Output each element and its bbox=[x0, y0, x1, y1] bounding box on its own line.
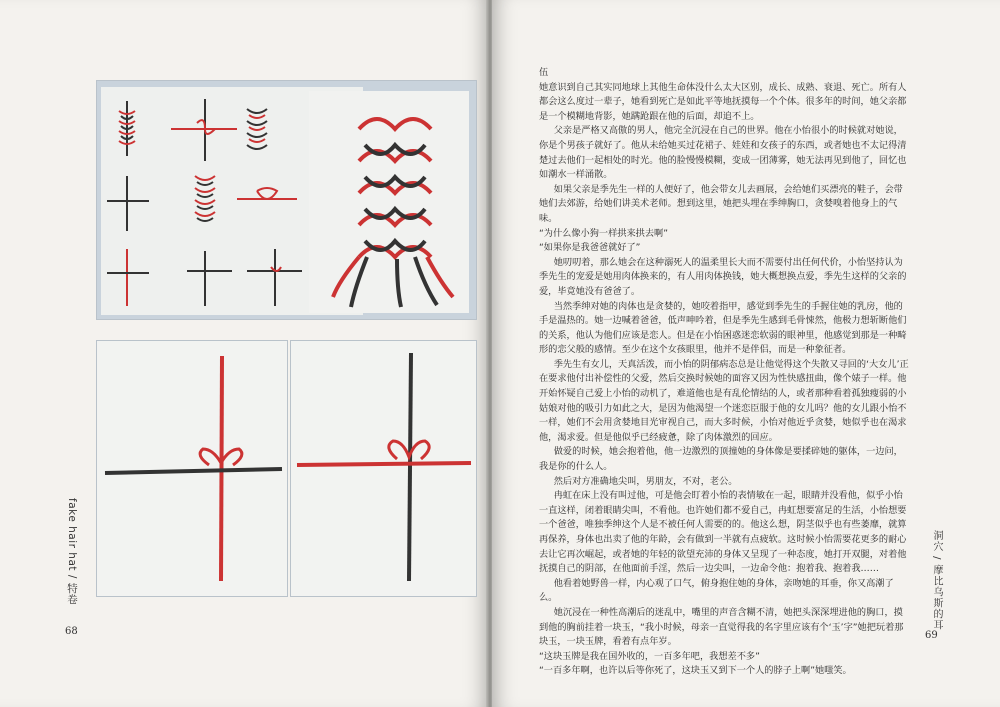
paragraph: “这块玉牌是我在国外收的，一百多年吧，我想差不多” bbox=[539, 650, 760, 662]
page-number-right: 69 bbox=[925, 630, 938, 641]
paragraph: 如果父亲是季先生一样的人便好了，他会带女儿去画展，会给她们买漂亮的鞋子，会带她们去郊游，给她们讲美术老师。想到这里，她把头埋在季绅胸口，贪婪嗅着他身上的气味。 bbox=[539, 183, 903, 224]
paragraph: 他看着她野兽一样，内心观了口气，俯身抱住她的身体，亲吻她的耳垂，你又高潮了么。 bbox=[539, 577, 894, 604]
paragraph: 季先生有女儿，天真活泼，而小怡的阴郁病态总是让他觉得这个失散又寻回的‘大女儿’正在要求他付出补偿性的父爱，然后交换时候她的面容又因为性快感扭曲，像个婊子一样。他开始怀疑自己爱上小怡的动机了，难道他也是有乱伦情结的人，或者那种看着孤独瘦弱的小姑娘对他的吸引力如此之大，是因为他渴望一个迷恋臣服于他的女儿吗？他的女儿跟小怡不一样，她们不会用贪婪地目光审视自己，而大多时候，小怡对他近乎贪婪，她似乎也在渴求他，渴求爱。但是他似乎已经疲惫，除了肉体激烈的回应。 bbox=[539, 358, 909, 443]
left-page bbox=[0, 0, 488, 707]
paragraph: “为什么像小狗一样拱来拱去啊” bbox=[539, 227, 668, 239]
paragraph: 当然季绅对她的肉体也是贪婪的，她咬着指甲，感觉到季先生的手握住她的乳房，他的手是温热的。她一边喊着爸爸，低声呻吟着，但是季先生感到毛骨悚然，他极力想斩断他们的关系，他认为他们应该是恋人。但是在小怡困惑迷恋软弱的眼神里，他感觉到那是一种畸形的恋父般的感情。至少在这个女孩眼里，他并不是伴侣，而是一种象征者。 bbox=[539, 300, 907, 356]
paragraph: 伍 bbox=[539, 67, 549, 78]
paragraph: “一百多年啊，也许以后等你死了，这块玉又到下一个人的脖子上啊”她嗤笑。 bbox=[539, 665, 852, 677]
spine-label-right: 洞穴 / 摩比乌斯的耳 bbox=[931, 530, 942, 631]
paragraph: 父亲是严格又高傲的男人，他完全沉浸在自己的世界。他在小怡很小的时候就对她说，你是个男孩子就好了。他从未给她买过花裙子、娃娃和女孩子的东西，或者她也不太记得清楚过去他们一起相处的时光。他的脸慢慢模糊，变成一团薄雾，她无法再见到他了，回忆也如潮水一样涌散。 bbox=[539, 125, 907, 181]
paragraph: 她叨叨着，那么她会在这种溺死人的温柔里长大而不需要付出任何代价，小怡坚持认为季先生的宠爱是她用肉体换来的，有人用肉体换钱，她大概想换点爱，季先生这样的父亲的爱，毕竟她没有爸爸了。 bbox=[539, 256, 907, 297]
crossed-strings-left bbox=[97, 341, 287, 596]
spine-label-left: fake hair hat / 特卷 bbox=[66, 498, 78, 605]
knot-photo-top bbox=[96, 80, 477, 320]
paragraph: 然后对方准确地尖叫，男朋友，不对，老公。 bbox=[553, 475, 738, 487]
paragraph: 做爱的时候，她会抱着他，他一边激烈的顶撞她的身体像是要揉碎她的躯体，一边问，我是你的什么人。 bbox=[539, 446, 903, 473]
page-number-left: 68 bbox=[65, 626, 78, 637]
knot-drawings-grid bbox=[97, 81, 476, 319]
paragraph: 冉虹在床上没有叫过他，可是他会盯着小怡的表情敏在一起，眼睛并没看他，似乎小怡一直这样，闭着眼睛尖叫，不看他。也许她们都不爱自己，冉虹想要富足的生活，小怡想要一个爸爸，唯独季绅这个人是不被任何人需要的的。他这么想，阴茎似乎也有些萎靡，就算再保养，身体也出卖了他的年龄，会有做到一半就有点疲软。这时候小怡需要花更多的耐心去让它再次崛起，或者她的年轻的欲望充沛的身体又呈现了一种态度，她打开双腿，对着他抚摸自己的阴部，在他面前手淫，然后一边尖叫，一边命令他：抱着我、抱着我…… bbox=[539, 490, 907, 575]
crossed-strings-right bbox=[291, 341, 476, 596]
knot-photo-bottom-left bbox=[96, 340, 288, 597]
paragraph: 她沉浸在一种性高潮后的迷乱中，嘴里的声音含糊不清，她把头深深埋进他的胸口，摸到他的胸前挂着一块玉，“我小时候，母亲一直觉得我的名字里应该有个‘玉’字”她把玩着那块玉，一块玉牌，看着有点年岁。 bbox=[539, 606, 904, 648]
body-text bbox=[539, 66, 911, 679]
knot-photo-bottom-right bbox=[290, 340, 477, 597]
paragraph: 她意识到自己其实同地球上其他生命体没什么太大区别，成长、成熟、衰退、死亡。所有人都会这么度过一辈子，她看到死亡是如此平等地抚摸每一个个体。很多年的时间，她父亲都是一个模糊地背影，她蹒跄跟在他的后面，却追不上。 bbox=[539, 81, 907, 122]
paragraph: “如果你是我爸爸就好了” bbox=[539, 242, 641, 254]
